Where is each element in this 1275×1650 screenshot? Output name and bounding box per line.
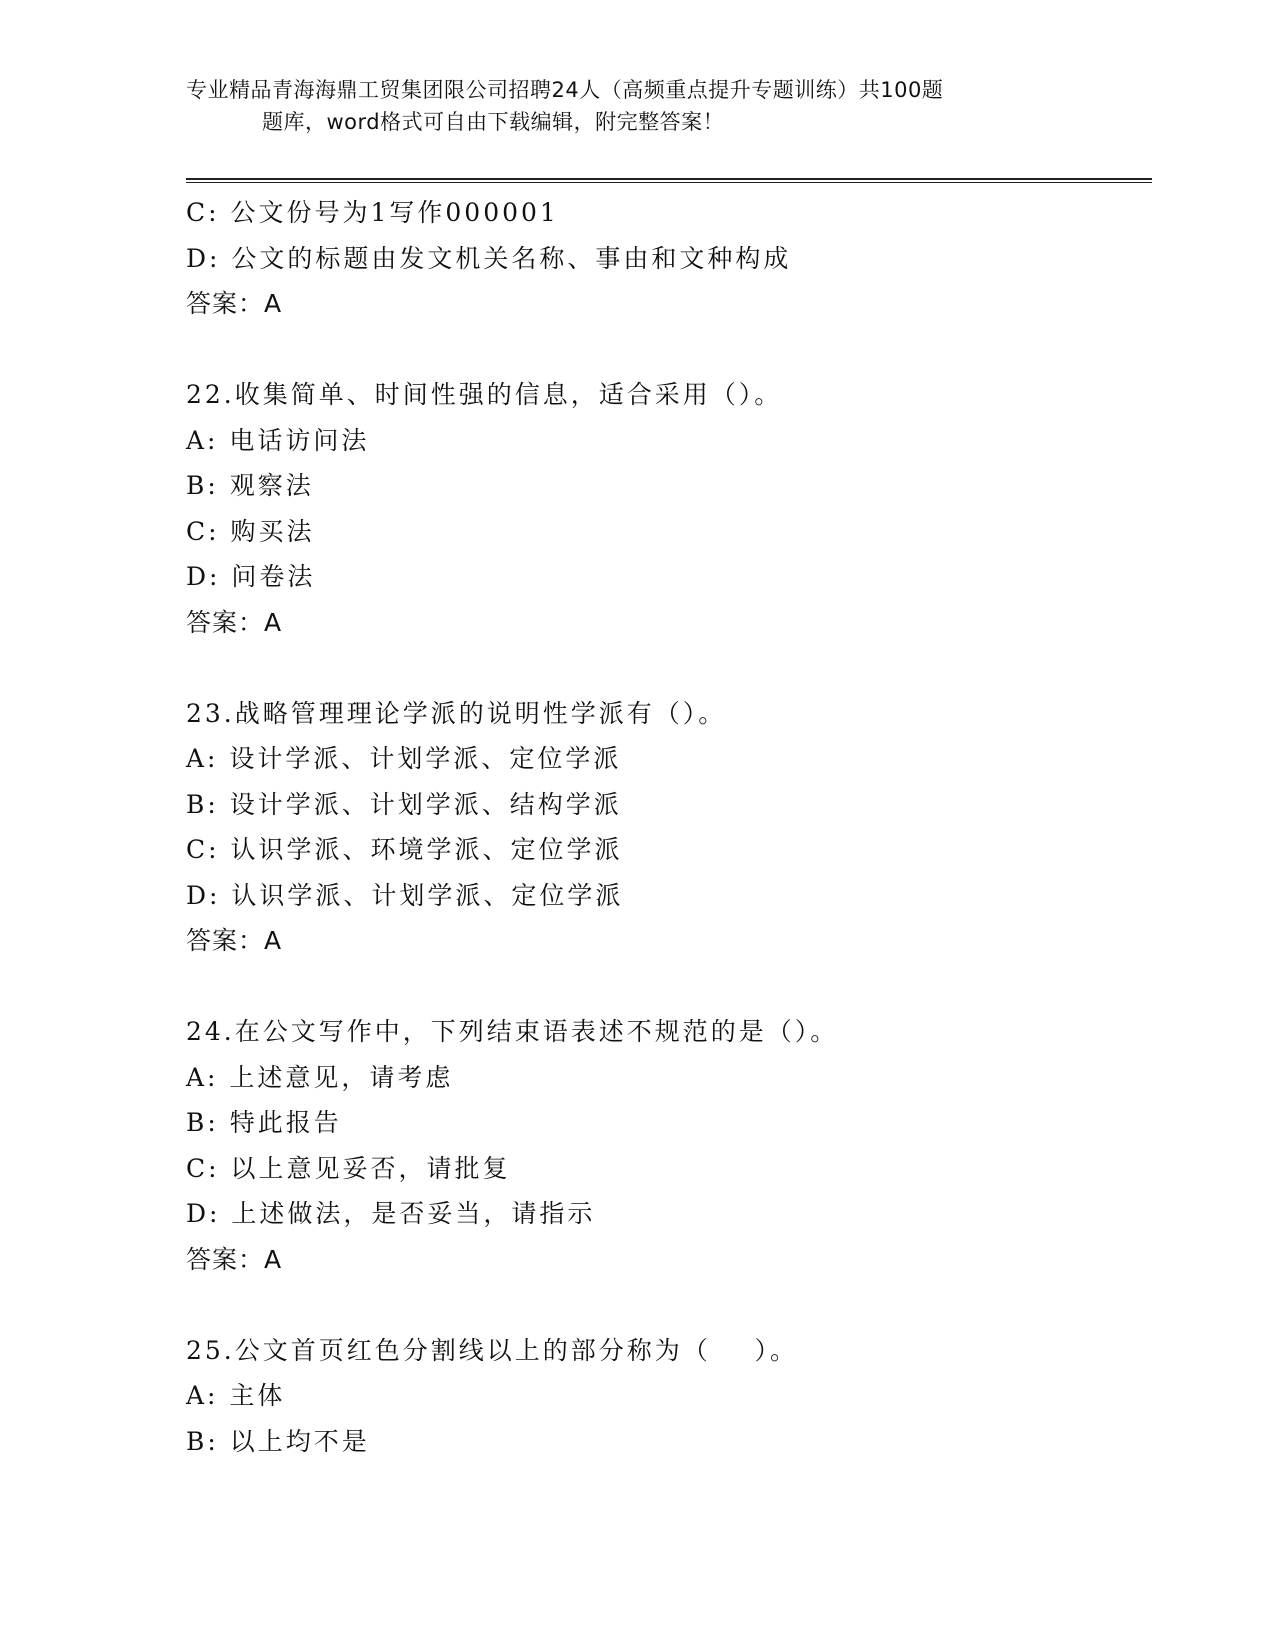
option-c: C: 认识学派、环境学派、定位学派 xyxy=(186,835,623,864)
option-c: C: 购买法 xyxy=(186,516,315,546)
option-b: B: 特此报告 xyxy=(186,1108,342,1137)
question-stem: 25.公文首页红色分割线以上的部分称为（ ）。 xyxy=(186,1335,799,1365)
option-a: A: 主体 xyxy=(186,1381,286,1410)
answer-line: 答案：A xyxy=(186,1244,283,1274)
question-stem: 24.在公文写作中，下列结束语表述不规范的是（）。 xyxy=(186,1017,839,1046)
spacer xyxy=(186,645,1146,691)
spacer xyxy=(186,327,1146,373)
question-stem: 22.收集简单、时间性强的信息，适合采用（）。 xyxy=(186,380,783,409)
spacer xyxy=(186,1282,1146,1328)
option-a: A: 设计学派、计划学派、定位学派 xyxy=(186,744,622,773)
answer-line: 答案：A xyxy=(186,289,283,318)
option-c: C: 公文份号为1写作000001 xyxy=(186,198,559,227)
header-divider-thin xyxy=(186,182,1152,183)
option-a: A: 电话访问法 xyxy=(186,425,370,455)
option-b: B: 设计学派、计划学派、结构学派 xyxy=(186,789,622,819)
option-b: B: 观察法 xyxy=(186,471,314,500)
header-divider-thick xyxy=(186,178,1152,180)
option-c: C: 以上意见妥否，请批复 xyxy=(186,1153,511,1183)
option-d: D: 上述做法，是否妥当，请指示 xyxy=(186,1199,596,1228)
document-header xyxy=(186,74,1076,138)
option-d: D: 公文的标题由发文机关名称、事由和文种构成 xyxy=(186,243,792,273)
answer-line: 答案：A xyxy=(186,607,283,637)
option-a: A: 上述意见，请考虑 xyxy=(186,1062,454,1092)
spacer xyxy=(186,964,1146,1010)
header-title-line1: 专业精品青海海鼎工贸集团限公司招聘24人（高频重点提升专题训练）共100题 xyxy=(186,78,944,102)
option-b: B: 以上均不是 xyxy=(186,1426,370,1456)
option-d: D: 认识学派、计划学派、定位学派 xyxy=(186,880,624,910)
question-list xyxy=(186,190,1146,1464)
header-title-line2: 题库，word格式可自由下载编辑，附完整答案！ xyxy=(262,110,725,134)
option-d: D: 问卷法 xyxy=(186,562,316,591)
question-stem: 23.战略管理理论学派的说明性学派有（）。 xyxy=(186,698,727,728)
answer-line: 答案：A xyxy=(186,926,283,955)
